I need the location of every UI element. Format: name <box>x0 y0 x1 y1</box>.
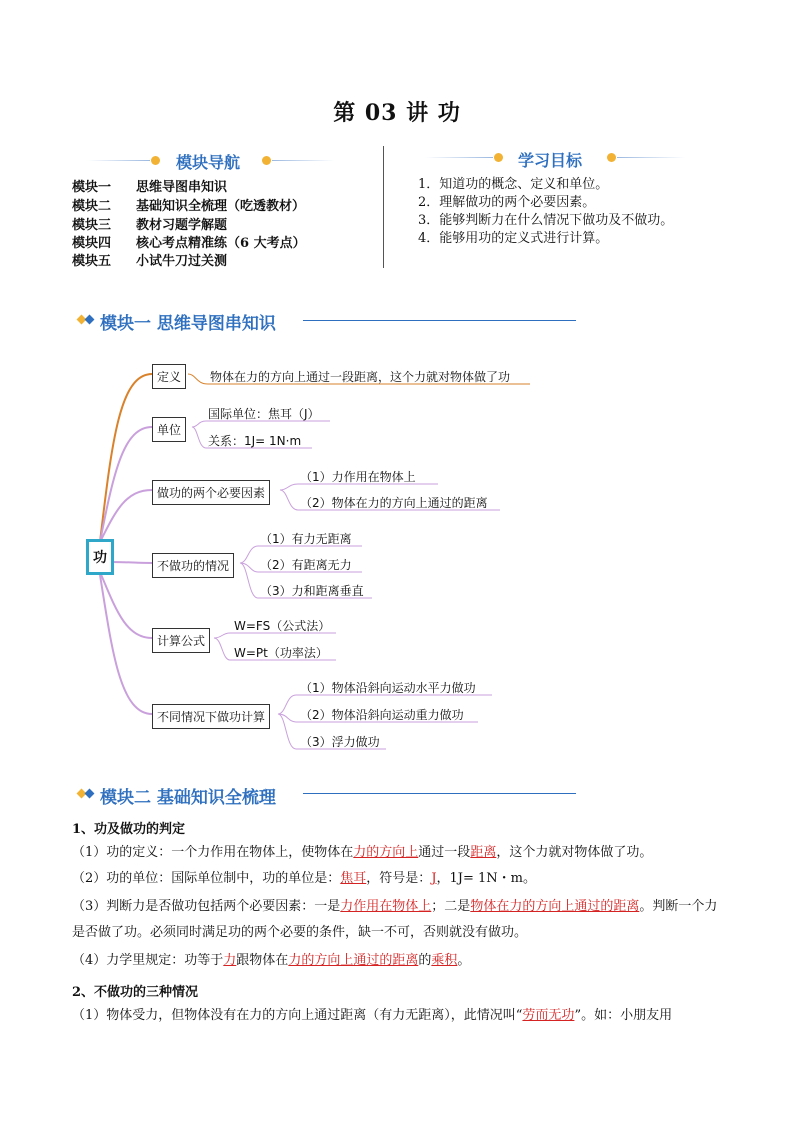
paragraph-4: （4）力学里规定：功等于力跟物体在力的方向上通过的距离的乘积。 <box>72 953 471 968</box>
nav-heading: 模块导航 <box>176 153 241 172</box>
branch-calc: 不同情况下做功计算 <box>152 704 270 729</box>
goal-item-2: 2．理解做功的两个必要因素。 <box>418 195 596 210</box>
branch-factors: 做功的两个必要因素 <box>152 480 270 505</box>
subheading-2: 2、不做功的三种情况 <box>72 985 199 1000</box>
branch-line-definition <box>100 374 152 542</box>
leaf-no-work-1: （1）有力无距离 <box>260 532 352 546</box>
branch-unit: 单位 <box>152 417 186 442</box>
nav-item-1[interactable]: 模块一 思维导图串知识 <box>72 180 228 195</box>
subheading-1: 1、功及做功的判定 <box>72 822 186 837</box>
branch-formula: 计算公式 <box>152 628 210 653</box>
section2-rule <box>303 793 576 794</box>
leaf-no-work-3: （3）力和距离垂直 <box>260 584 364 598</box>
leaf-unit-relation: 关系：1J= 1N·m <box>208 434 302 448</box>
branch-line-no-work <box>110 562 152 563</box>
goals-heading: 学习目标 <box>518 151 583 170</box>
goal-item-4: 4．能够用功的定义式进行计算。 <box>418 231 609 246</box>
mindmap-root: 功 <box>86 539 114 575</box>
branch-no-work: 不做功的情况 <box>152 553 234 578</box>
paragraph-3: （3）判断力是否做功包括两个必要因素：一是力作用在物体上；二是物体在力的方向上通过的距离。判断一个力是否做了功。必须同时满足功的两个必要的条件，缺一不可，否则就没有做功。 <box>72 899 718 940</box>
leaf-unit-si: 国际单位：焦耳（J） <box>208 407 320 421</box>
leaf-formula-1: W=FS（公式法） <box>234 619 331 633</box>
nav-item-5[interactable]: 模块五 小试牛刀过关测 <box>72 254 228 269</box>
goal-item-3: 3．能够判断力在什么情况下做功及不做功。 <box>418 213 674 228</box>
paragraph-1: （1）功的定义：一个力作用在物体上，使物体在力的方向上通过一段距离，这个力就对物体做了功。 <box>72 845 653 860</box>
leaf-definition: 物体在力的方向上通过一段距离，这个力就对物体做了功 <box>210 370 511 384</box>
nav-item-2[interactable]: 模块二 基础知识全梳理（吃透教材） <box>72 199 306 214</box>
leaf-calc-2: （2）物体沿斜向运动重力做功 <box>300 708 464 722</box>
goal-item-1: 1．知道功的概念、定义和单位。 <box>418 177 609 192</box>
leaf-factor-2: （2）物体在力的方向上通过的距离 <box>300 496 488 510</box>
leaf-formula-2: W=Pt（功率法） <box>234 646 328 660</box>
section1-heading: 模块一 思维导图串知识 <box>100 314 276 334</box>
leaf-no-work-2: （2）有距离无力 <box>260 558 352 572</box>
page-title: 第 03 讲 功 <box>333 100 461 126</box>
branch-definition: 定义 <box>152 364 186 389</box>
nav-item-4[interactable]: 模块四 核心考点精准练（6 大考点） <box>72 236 306 251</box>
leaf-calc-3: （3）浮力做功 <box>300 735 380 749</box>
leaf-calc-1: （1）物体沿斜向运动水平力做功 <box>300 681 476 695</box>
branch-line-calc <box>100 575 152 714</box>
paragraph-5: （1）物体受力，但物体没有在力的方向上通过距离（有力无距离），此情况叫“劳而无功”。如：小朋友用 <box>72 1008 673 1023</box>
nav-item-3[interactable]: 模块三 教材习题学解题 <box>72 218 228 233</box>
section2-heading: 模块二 基础知识全梳理 <box>100 788 276 808</box>
leaf-factor-1: （1）力作用在物体上 <box>300 470 416 484</box>
paragraph-2: （2）功的单位：国际单位制中，功的单位是：焦耳，符号是：J，1J= 1N・m。 <box>72 871 537 886</box>
branch-line-factors <box>100 490 152 542</box>
